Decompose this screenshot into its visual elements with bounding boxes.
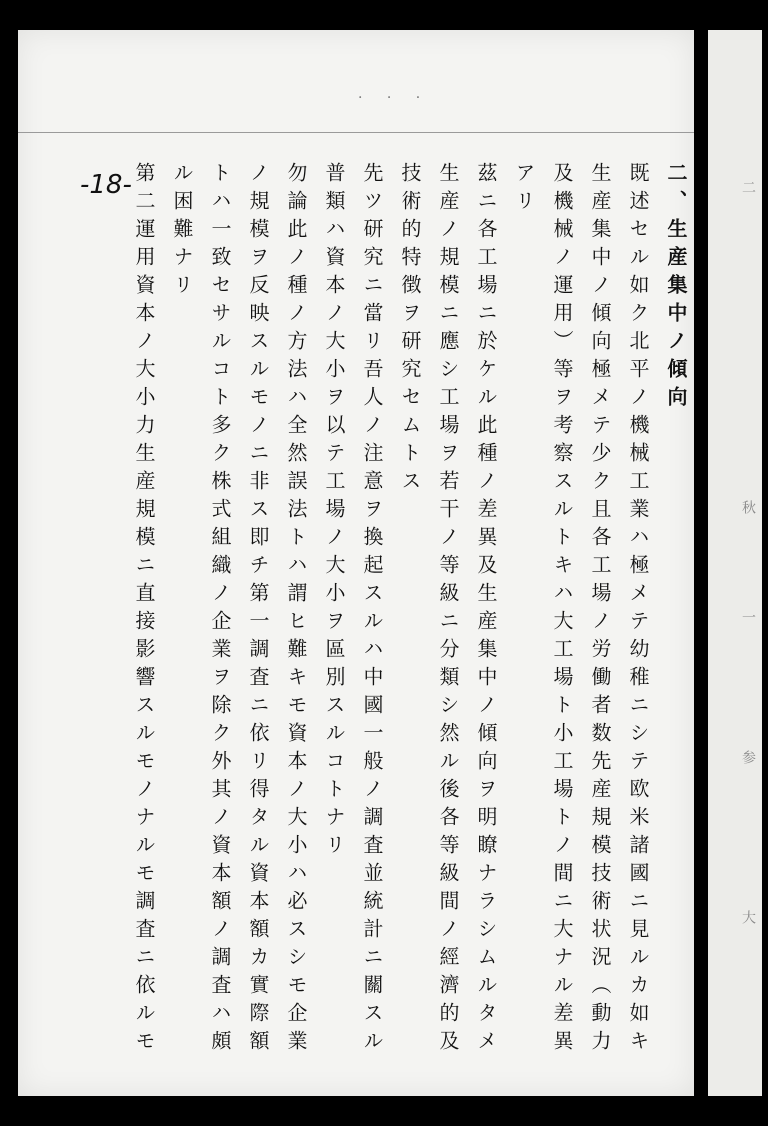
side-page-glyph: 参 <box>740 750 756 764</box>
text-column: 第二運用資本ノ大小力生産規模ニ直接影響スルモノナルモ調査ニ依ルモ <box>132 162 156 1058</box>
page-number: -18- <box>80 170 132 200</box>
side-page-glyph: 二 <box>740 180 756 194</box>
text-column: アリ <box>512 162 536 218</box>
side-page-glyph: 一 <box>740 610 756 624</box>
text-column: 茲ニ各工場ニ於ケル此種ノ差異及生産集中ノ傾向ヲ明瞭ナラシムルタメ <box>474 162 498 1058</box>
side-page-glyph: 秋 <box>740 500 756 514</box>
vertical-text-block <box>128 162 688 1058</box>
side-page-glyph: 大 <box>740 910 756 924</box>
text-column: 技術的特徴ヲ研究セムトス <box>398 162 422 498</box>
text-column: ル困難ナリ <box>170 162 194 302</box>
text-column: 勿論此ノ種ノ方法ハ全然誤法トハ謂ヒ難キモ資本ノ大小ハ必スシモ企業 <box>284 162 308 1058</box>
section-heading: 二、生産集中ノ傾向 <box>664 162 688 414</box>
text-column: 及機械ノ運用）等ヲ考察スルトキハ大工場ト小工場トノ間ニ大ナル差異 <box>550 162 574 1058</box>
text-column: 先ツ研究ニ當リ吾人ノ注意ヲ換起スルハ中國一般ノ調査並統計ニ關スル <box>360 162 384 1058</box>
book-page <box>18 30 694 1096</box>
text-column: 生産ノ規模ニ應シ工場ヲ若干ノ等級ニ分類シ然ル後各等級間ノ經濟的及 <box>436 162 460 1058</box>
page-marks: · · · <box>358 90 431 106</box>
text-column: トハ一致セサルコト多ク株式組織ノ企業ヲ除ク外其ノ資本額ノ調査ハ頗 <box>208 162 232 1058</box>
text-column: 生産集中ノ傾向極メテ少ク且各工場ノ労働者数先産規模技術状況（動力 <box>588 162 612 1058</box>
adjacent-page-edge <box>708 30 762 1096</box>
text-column: 既述セル如ク北平ノ機械工業ハ極メテ幼稚ニシテ欧米諸國ニ見ルカ如キ <box>626 162 650 1058</box>
text-column: 普類ハ資本ノ大小ヲ以テ工場ノ大小ヲ區別スルコトナリ <box>322 162 346 862</box>
text-column: ノ規模ヲ反映スルモノニ非ス即チ第一調査ニ依リ得タル資本額カ實際額 <box>246 162 270 1058</box>
